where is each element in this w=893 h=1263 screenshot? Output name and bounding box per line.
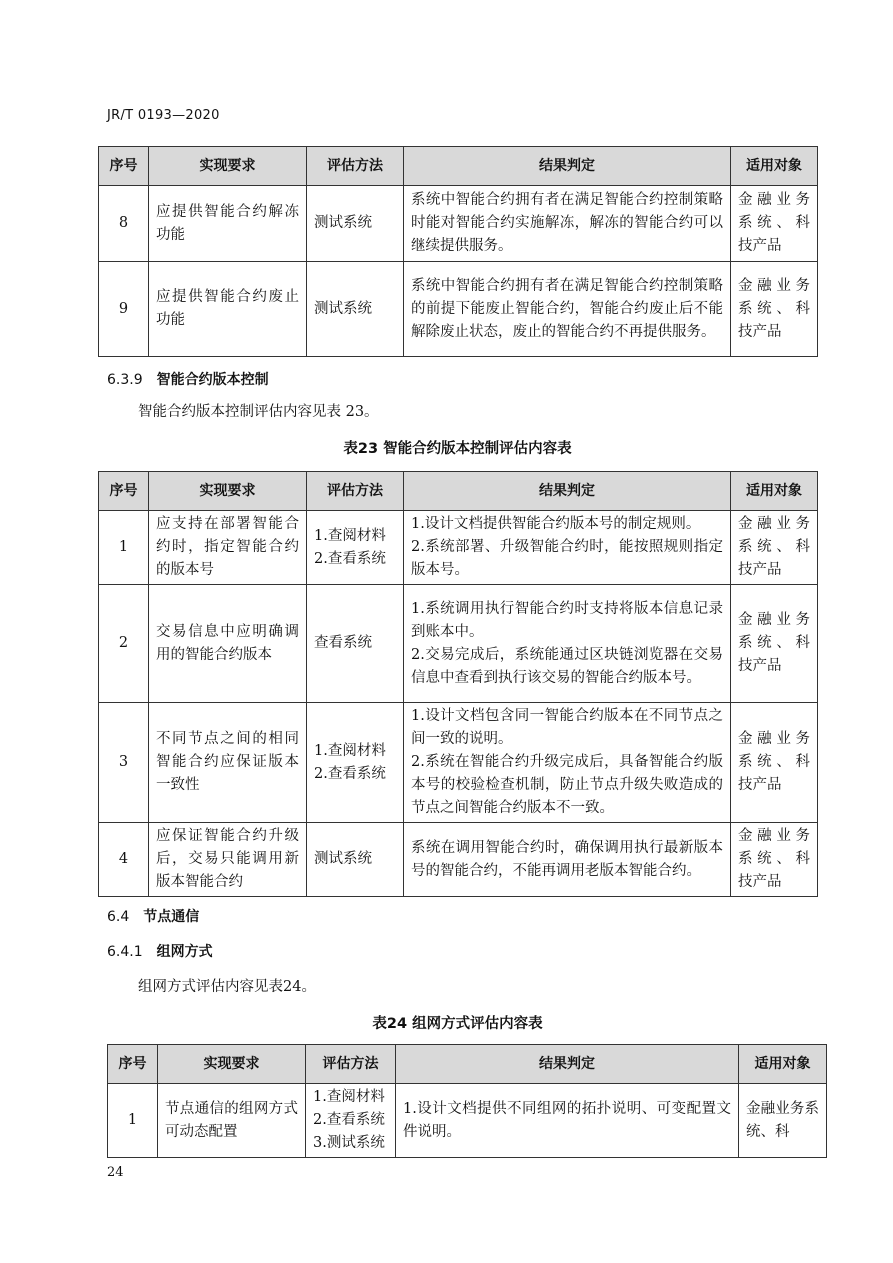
column-header: 评估方法: [307, 147, 404, 186]
column-header: 结果判定: [396, 1045, 739, 1084]
column-header: 适用对象: [739, 1045, 827, 1084]
section-heading-6-3-9: [107, 369, 269, 389]
row-number: 2: [99, 585, 149, 703]
method-cell: [307, 585, 404, 703]
row-number: 1: [108, 1084, 158, 1158]
cell-line: 2.系统在智能合约升级完成后，具备智能合约版本号的校验检查机制，防止节点升级失败造成的节点之间智能合约版本不一致。: [411, 754, 723, 816]
cell-line: 1.查阅材料: [313, 1089, 385, 1105]
table-header-row: [108, 1045, 827, 1084]
table-caption: 表24 组网方式评估内容表: [372, 1016, 543, 1032]
method-cell: [307, 823, 404, 897]
requirement-cell: 交易信息中应明确调用的智能合约版本: [149, 585, 307, 703]
row-number: 8: [99, 186, 149, 262]
method-cell: [307, 262, 404, 357]
row-number: 3: [99, 703, 149, 823]
cell-line: 测试系统: [314, 300, 372, 317]
cell-line: 2.查看系统: [314, 550, 386, 567]
section-title: 节点通信: [143, 909, 200, 925]
table-row: [99, 186, 818, 262]
requirement-cell: 应支持在部署智能合约时，指定智能合约的版本号: [149, 511, 307, 585]
target-cell: 金融业务系统、科技产品: [731, 262, 818, 357]
requirement-cell: 应提供智能合约废止功能: [149, 262, 307, 357]
cell-line: 1.设计文档提供不同组网的拓扑说明、可变配置文件说明。: [403, 1100, 731, 1140]
target-cell: 金融业务系统、科技产品: [731, 585, 818, 703]
result-cell: 系统中智能合约拥有者在满足智能合约控制策略时能对智能合约实施解冻，解冻的智能合约可以继续提供服务。: [404, 186, 731, 262]
row-number: 9: [99, 262, 149, 357]
cell-line: 测试系统: [314, 851, 372, 867]
result-cell: [404, 511, 731, 585]
target-cell: 金融业务系统、科: [739, 1084, 827, 1158]
column-header: 实现要求: [149, 147, 307, 186]
section-paragraph: 智能合约版本控制评估内容见表 23。: [138, 404, 379, 420]
target-cell: 金融业务系统、科技产品: [731, 703, 818, 823]
cell-line: 系统在调用智能合约时，确保调用执行最新版本号的智能合约，不能再调用老版本智能合约。: [411, 839, 723, 879]
cell-line: 1.查阅材料: [314, 742, 386, 759]
method-cell: [307, 703, 404, 823]
section-number: 6.3.9: [107, 372, 143, 388]
result-cell: [404, 703, 731, 823]
table-row: [99, 262, 818, 357]
table-23: [98, 471, 818, 897]
target-cell: 金融业务系统、科技产品: [731, 186, 818, 262]
column-header: 序号: [108, 1045, 158, 1084]
column-header: 评估方法: [306, 1045, 396, 1084]
cell-line: 1.查阅材料: [314, 527, 386, 544]
table-caption: 表23 智能合约版本控制评估内容表: [343, 441, 572, 457]
table-row: [99, 511, 818, 585]
table-row: [99, 585, 818, 703]
column-header: 适用对象: [731, 472, 818, 511]
requirement-cell: 应保证智能合约升级后，交易只能调用新版本智能合约: [149, 823, 307, 897]
section-title: 组网方式: [156, 944, 213, 960]
cell-line: 1.设计文档包含同一智能合约版本在不同节点之间一致的说明。: [411, 708, 723, 747]
table-row: [99, 823, 818, 897]
result-cell: [404, 823, 731, 897]
result-cell: 系统中智能合约拥有者在满足智能合约控制策略的前提下能废止智能合约，智能合约废止后不能解除废止状态，废止的智能合约不再提供服务。: [404, 262, 731, 357]
cell-line: 查看系统: [314, 635, 372, 651]
table-24: [107, 1044, 827, 1158]
cell-line: 1.系统调用执行智能合约时支持将版本信息记录到账本中。: [411, 600, 723, 640]
method-cell: [306, 1084, 396, 1158]
cell-line: 2.查看系统: [314, 765, 386, 782]
column-header: 实现要求: [149, 472, 307, 511]
cell-line: 1.设计文档提供智能合约版本号的制定规则。: [411, 516, 701, 532]
cell-line: 2.系统部署、升级智能合约时，能按照规则指定版本号。: [411, 539, 723, 578]
table-header-row: [99, 147, 818, 186]
column-header: 序号: [99, 147, 149, 186]
column-header: 结果判定: [404, 472, 731, 511]
section-number: 6.4.1: [107, 944, 143, 960]
page-number: 24: [107, 1165, 124, 1180]
document-code: JR/T 0193—2020: [107, 108, 220, 123]
target-cell: 金融业务系统、科技产品: [731, 511, 818, 585]
row-number: 4: [99, 823, 149, 897]
method-cell: [307, 511, 404, 585]
cell-line: 2.交易完成后，系统能通过区块链浏览器在交易信息中查看到执行该交易的智能合约版本号。: [411, 646, 723, 686]
row-number: 1: [99, 511, 149, 585]
cell-line: 测试系统: [314, 215, 372, 231]
table-row: [99, 703, 818, 823]
column-header: 序号: [99, 472, 149, 511]
table-smart-contract-control: [98, 146, 818, 357]
result-cell: [396, 1084, 739, 1158]
section-title: 智能合约版本控制: [156, 372, 269, 388]
requirement-cell: 节点通信的组网方式可动态配置: [158, 1084, 306, 1158]
column-header: 评估方法: [307, 472, 404, 511]
cell-line: 3.测试系统: [313, 1135, 385, 1151]
section-heading-6-4: [107, 906, 199, 926]
target-cell: 金融业务系统、科技产品: [731, 823, 818, 897]
table-row: [108, 1084, 827, 1158]
column-header: 结果判定: [404, 147, 731, 186]
section-heading-6-4-1: [107, 941, 213, 961]
column-header: 实现要求: [158, 1045, 306, 1084]
method-cell: [307, 186, 404, 262]
requirement-cell: 应提供智能合约解冻功能: [149, 186, 307, 262]
section-number: 6.4: [107, 909, 130, 925]
requirement-cell: 不同节点之间的相同智能合约应保证版本一致性: [149, 703, 307, 823]
result-cell: [404, 585, 731, 703]
section-paragraph: 组网方式评估内容见表24。: [138, 979, 316, 995]
cell-line: 2.查看系统: [313, 1112, 385, 1128]
column-header: 适用对象: [731, 147, 818, 186]
table-header-row: [99, 472, 818, 511]
